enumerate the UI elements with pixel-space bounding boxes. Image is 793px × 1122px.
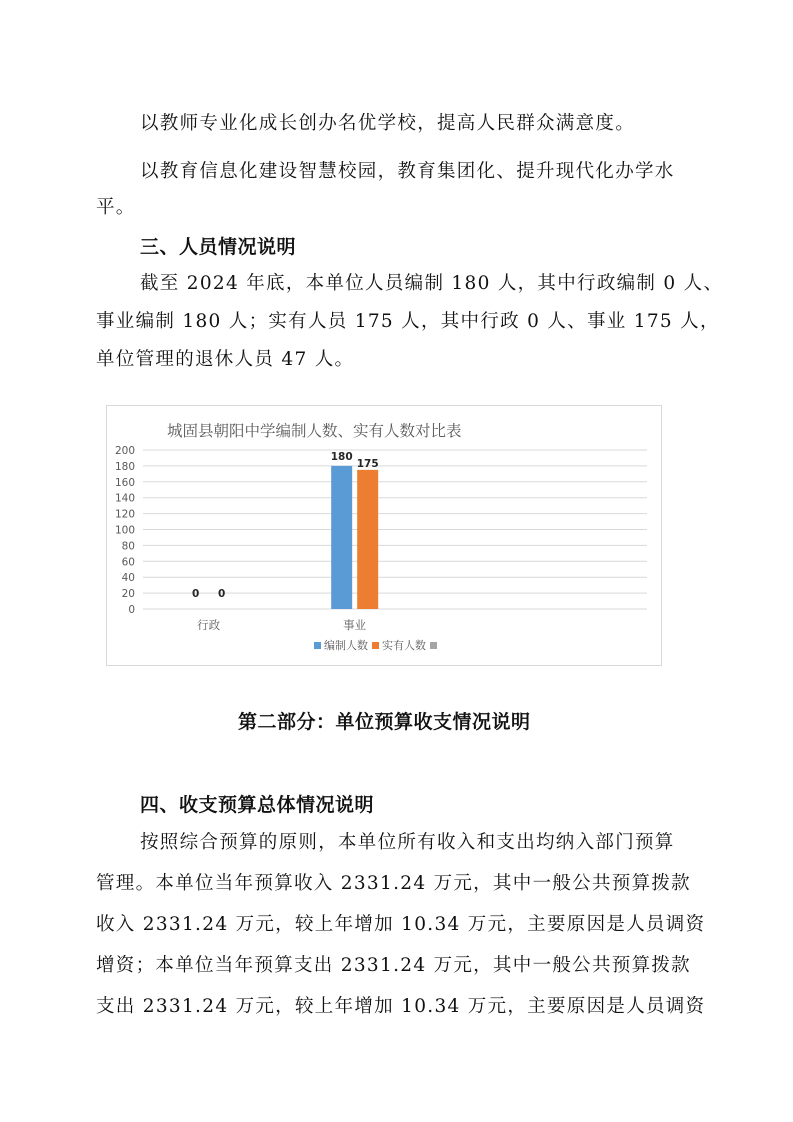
y-tick-label: 60: [121, 556, 135, 569]
paragraph-text: 收入 2331.24 万元，较上年增加 10.34 万元，主要原因是人员调资: [96, 914, 706, 935]
paragraph-line: [96, 995, 706, 1019]
section4-heading: 四、收支预算总体情况说明: [140, 794, 375, 816]
y-tick-label: 120: [114, 508, 135, 521]
paragraph-text: 平。: [96, 197, 136, 218]
paragraph-text: 截至 2024 年底，本单位人员编制 180 人，其中行政编制 0 人、: [140, 273, 724, 294]
paragraph-line: [96, 272, 724, 296]
data-label: 0: [218, 588, 226, 600]
data-label: 175: [356, 457, 379, 470]
bar-实有人数: [357, 470, 378, 609]
paragraph-text: 事业编制 180 人；实有人员 175 人，其中行政 0 人、事业 175 人，: [96, 311, 720, 332]
paragraph-text: 按照综合预算的原则，本单位所有收入和支出均纳入部门预算: [140, 832, 675, 853]
legend: [314, 638, 437, 652]
part2-title: 第二部分：单位预算收支情况说明: [238, 711, 531, 733]
bars: [331, 466, 378, 609]
paragraph-text: 单位管理的退休人员 47 人。: [96, 349, 355, 370]
x-tick-label: 行政: [197, 618, 221, 632]
paragraph-text: 管理。本单位当年预算收入 2331.24 万元，其中一般公共预算拨款: [96, 873, 691, 894]
y-tick-label: 80: [121, 540, 135, 553]
data-label: 180: [330, 450, 353, 463]
y-tick-label: 140: [114, 492, 135, 505]
staff-comparison-chart: [106, 405, 662, 666]
gridlines: [143, 450, 647, 609]
y-tick-label: 20: [121, 588, 135, 601]
paragraph-line: [96, 872, 696, 896]
legend-swatch: [314, 642, 321, 649]
paragraph-text: 增资；本单位当年预算支出 2331.24 万元，其中一般公共预算拨款: [96, 955, 691, 976]
x-tick-label: 事业: [343, 618, 367, 632]
y-tick-label: 180: [114, 460, 135, 473]
y-tick-label: 0: [128, 604, 135, 616]
legend-label: 实有人数: [382, 639, 426, 652]
paragraph-text: 支出 2331.24 万元，较上年增加 10.34 万元，主要原因是人员调资: [96, 996, 706, 1017]
paragraph-line: [96, 112, 696, 136]
legend-swatch: [430, 642, 437, 649]
y-tick-label: 40: [121, 572, 135, 585]
paragraph-line: [96, 310, 720, 334]
data-label: 0: [192, 588, 200, 600]
paragraph-text: 以教师专业化成长创办名优学校，提高人民群众满意度。: [140, 113, 636, 134]
section3-heading: 三、人员情况说明: [140, 236, 297, 258]
x-axis-ticks: [197, 618, 366, 632]
paragraph-line: [96, 160, 696, 184]
y-tick-label: 100: [114, 524, 135, 537]
paragraph-line: [96, 954, 696, 978]
y-tick-label: 200: [114, 445, 135, 457]
legend-swatch: [372, 642, 379, 649]
paragraph-line: [96, 913, 706, 937]
y-tick-label: 160: [114, 476, 135, 489]
paragraph-line: [96, 348, 696, 372]
chart-title: 城固县朝阳中学编制人数、实有人数对比表: [167, 422, 462, 440]
bar-编制人数: [331, 466, 352, 609]
chart-svg: [107, 406, 661, 665]
paragraph-line: [96, 196, 696, 220]
paragraph-text: 以教育信息化建设智慧校园，教育集团化、提升现代化办学水: [140, 161, 675, 182]
y-axis-ticks: [115, 445, 135, 616]
paragraph-line: [96, 831, 696, 855]
legend-label: 编制人数: [324, 639, 368, 652]
